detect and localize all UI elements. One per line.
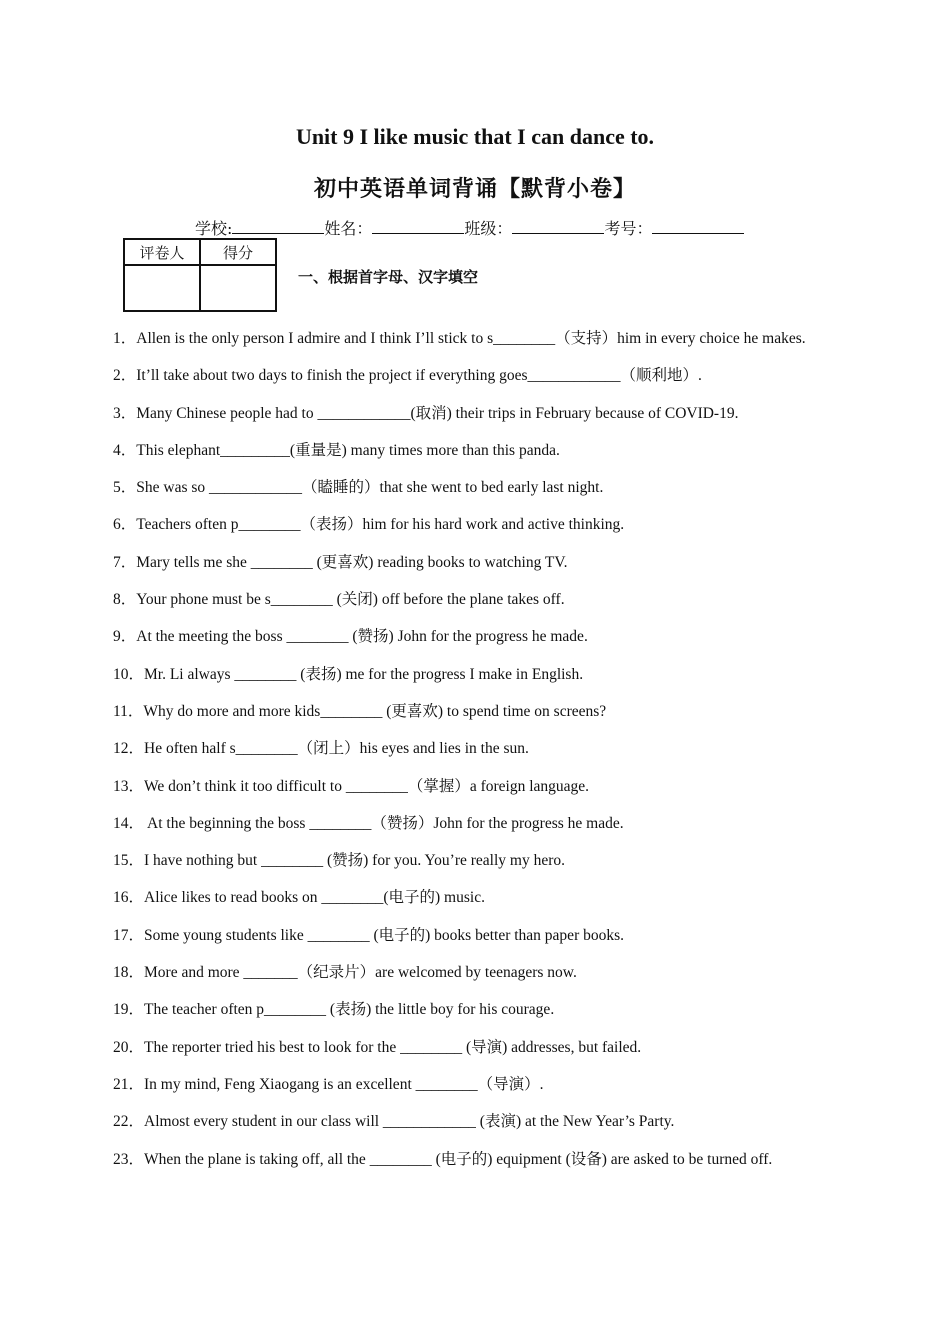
question-item: 19．The teacher often p________ (表扬) the little boy for his courage. [113,1001,555,1019]
question-item: 6．Teachers often p________（表扬）him for his hard work and active thinking. [113,516,625,534]
class-label: 班级： [464,219,513,238]
question-item: 15．I have nothing but ________ (赞扬) for you. You’re really my hero. [113,852,566,870]
exam-number-blank [652,219,744,234]
score-header: 得分 [200,239,276,265]
question-item: 9．At the meeting the boss ________ (赞扬) John for the progress he made. [113,628,588,646]
question-item: 12．He often half s________（闭上）his eyes and lies in the sun. [113,740,529,758]
question-item: 2．It’ll take about two days to finish the project if everything goes____________（顺利地）. [113,367,702,385]
score-table [123,238,277,312]
class-blank [512,219,604,234]
question-item: 13．We don’t think it too difficult to ________（掌握）a foreign language. [113,777,590,795]
page-subtitle: 初中英语单词背诵【默背小卷】 [313,177,636,202]
student-info-line [195,216,744,239]
school-blank [232,219,324,234]
question-list [113,320,833,1178]
question-item: 17．Some young students like ________ (电子的) books better than paper books. [113,926,625,944]
name-label: 姓名： [324,219,373,238]
question-item: 5．She was so ____________（瞌睡的）that she went to bed early last night. [113,479,604,497]
school-label: 学校: [195,219,233,238]
section-title: 一、根据首字母、汉字填空 [298,268,479,286]
question-item: 14． At the beginning the boss ________（赞扬）John for the progress he made. [113,814,624,832]
question-item: 7．Mary tells me she ________ (更喜欢) reading books to watching TV. [113,553,568,571]
question-item: 4．This elephant_________(重量是) many times more than this panda. [113,441,560,459]
question-item: 8．Your phone must be s________ (关闭) off before the plane takes off. [113,591,565,609]
question-item: 1．Allen is the only person I admire and I think I’ll stick to s________（支持）him in every choice he makes. [113,330,806,347]
question-item: 3．Many Chinese people had to ____________(取消) their trips in February because of COVID-19. [113,404,739,422]
question-item: 20．The reporter tried his best to look for the ________ (导演) addresses, but failed. [113,1038,642,1056]
question-item: 21．In my mind, Feng Xiaogang is an excellent ________（导演）. [113,1075,544,1093]
name-blank [372,219,464,234]
question-item: 16．Alice likes to read books on ________(电子的) music. [113,889,485,907]
question-item: 22．Almost every student in our class will ____________ (表演) at the New Year’s Party. [113,1113,675,1131]
question-item: 10．Mr. Li always ________ (表扬) me for the progress I make in English. [113,665,584,683]
exam-number-label: 考号： [604,219,653,238]
question-item: 23．When the plane is taking off, all the ________ (电子的) equipment (设备) are asked to be turned off. [113,1150,773,1168]
page-title: Unit 9 I like music that I can dance to. [295,124,655,149]
question-item: 11．Why do more and more kids________ (更喜欢) to spend time on screens? [113,702,607,720]
grader-cell [124,265,200,311]
grader-header: 评卷人 [124,239,200,265]
question-item: 18．More and more _______（纪录片）are welcomed by teenagers now. [113,964,577,982]
score-cell [200,265,276,311]
